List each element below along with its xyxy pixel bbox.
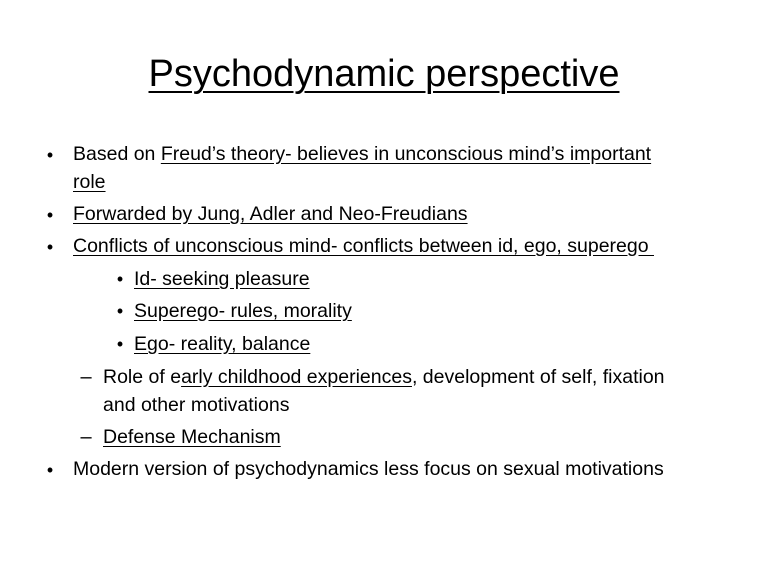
dash-item-childhood-plain-before: Role of e xyxy=(103,366,182,388)
sub-item-ego: Ego- reality, balance xyxy=(134,333,311,355)
dash-marker: – xyxy=(80,366,92,388)
sub-item-id: Id- seeking pleasure xyxy=(134,268,310,290)
bullet-item-forwarded: Forwarded by Jung, Adler and Neo-Freudians xyxy=(73,203,468,225)
sub-item-superego: Superego- rules, morality xyxy=(134,300,352,322)
bullet-item-conflicts: Conflicts of unconscious mind- conflicts between id, ego, superego xyxy=(73,235,654,257)
bullet-marker: • xyxy=(46,205,54,225)
dash-marker: – xyxy=(80,426,92,448)
bullet-marker: • xyxy=(46,145,54,165)
sub-bullet-marker: • xyxy=(116,269,124,289)
sub-bullet-marker: • xyxy=(116,301,124,321)
dash-item-childhood xyxy=(103,363,665,391)
bullet-marker: • xyxy=(46,460,54,480)
dash-item-childhood-underlined: arly childhood experiences xyxy=(181,366,412,388)
bullet-marker: • xyxy=(46,237,54,257)
bullet-item-freud-line2: role xyxy=(73,171,106,193)
bullet-item-freud xyxy=(73,140,651,168)
slide-title: Psychodynamic perspective xyxy=(148,53,620,95)
bullet-item-freud-underlined: Freud’s theory- believes in unconscious mind’s important xyxy=(160,143,652,165)
dash-item-childhood-line2: and other motivations xyxy=(103,394,290,416)
dash-item-defense: Defense Mechanism xyxy=(103,426,281,448)
bullet-item-modern: Modern version of psychodynamics less focus on sexual motivations xyxy=(73,458,664,480)
bullet-item-freud-plain: Based on xyxy=(73,143,161,165)
dash-item-childhood-plain-after: , development of self, fixation xyxy=(411,366,665,388)
sub-bullet-marker: • xyxy=(116,334,124,354)
